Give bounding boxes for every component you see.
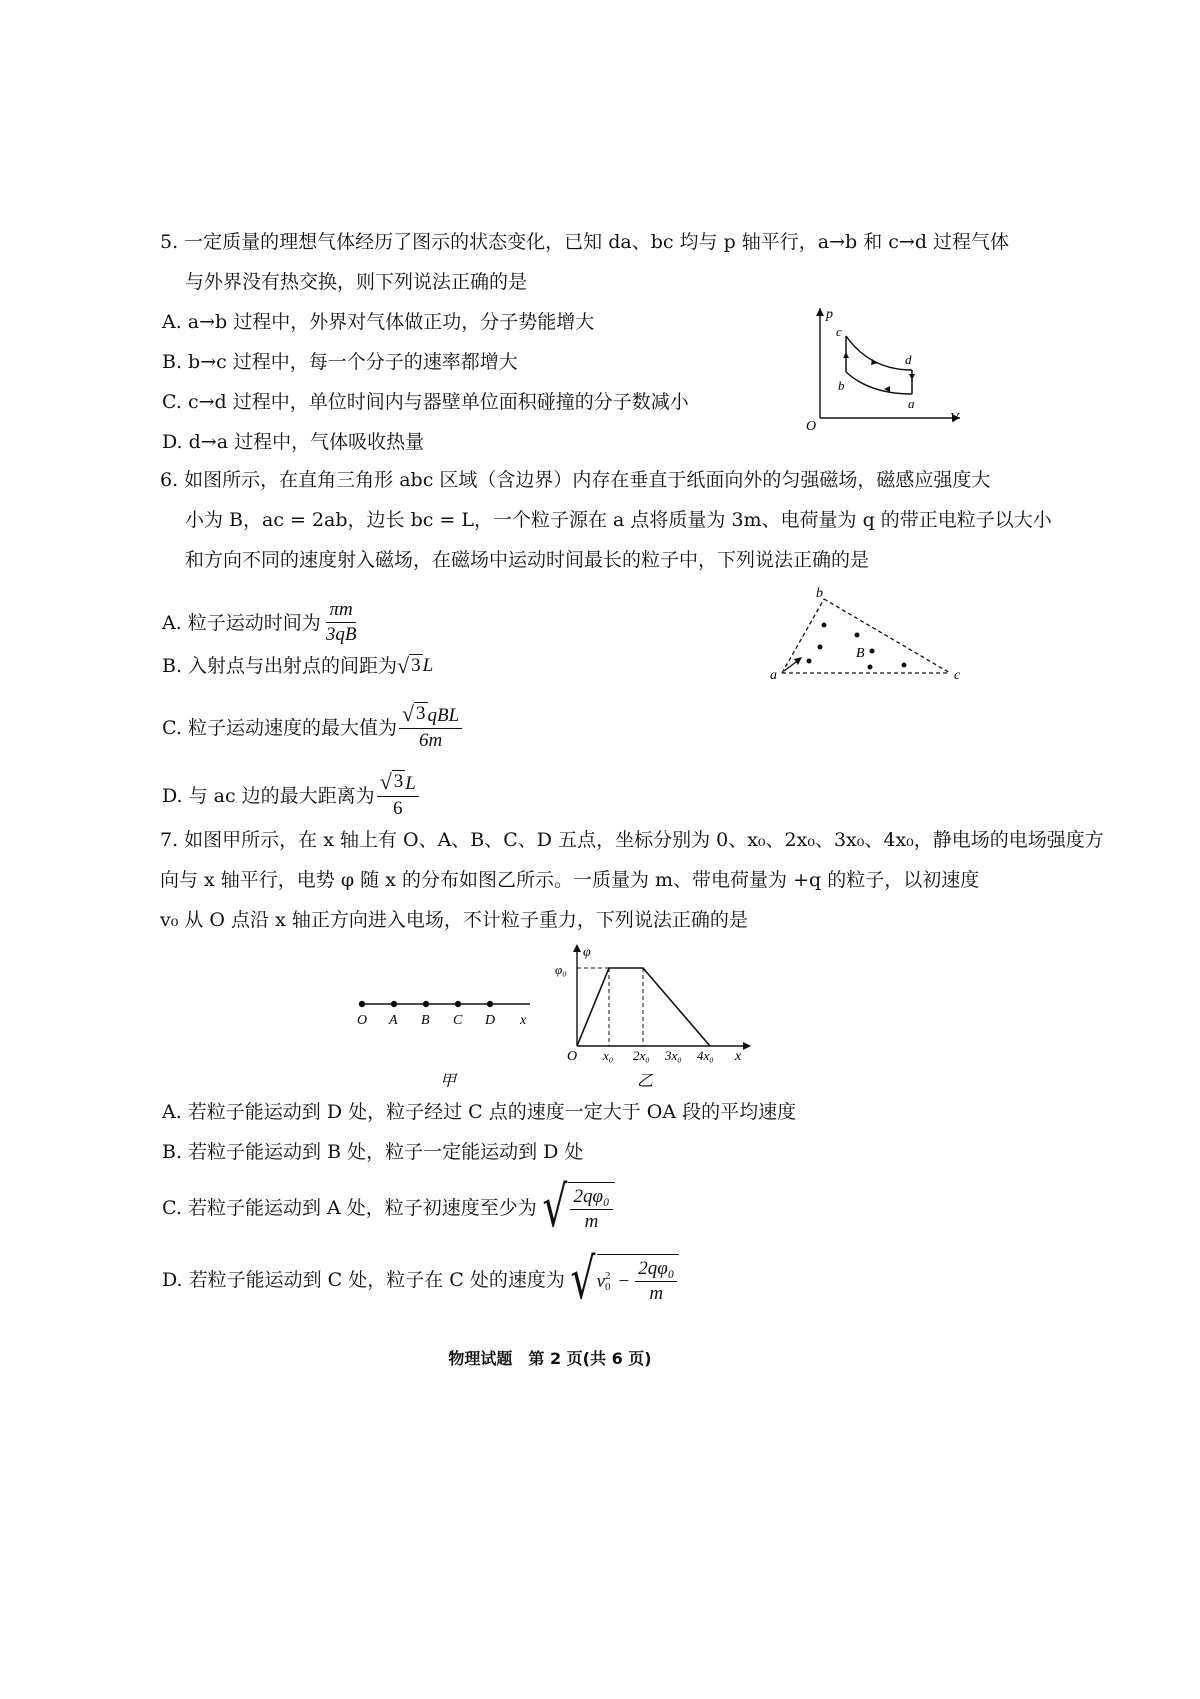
q6-option-c-fraction <box>399 702 462 753</box>
q6-option-a-text: A. 粒子运动时间为 <box>162 611 321 634</box>
q6-option-b-unit: L <box>422 655 434 676</box>
q5-stem-line1: 5. 一定质量的理想气体经历了图示的状态变化，已知 da、bc 均与 p 轴平行，a→b 和 c→d 过程气体 <box>160 231 1010 253</box>
q7-yi-axis-phi: φ <box>583 945 591 960</box>
q5-origin: O <box>806 419 817 434</box>
q6-option-a-numerator: πm <box>326 598 355 623</box>
q6-stem-line2: 小为 B，ac = 2ab，边长 bc = L，一个粒子源在 a 点将质量为 3m、电荷量为 q 的带正电粒子以大小 <box>185 509 1052 531</box>
q7-option-c-sqrt: √ $\frac{\text{2qφ₀}}{m}$ <box>537 1180 615 1236</box>
q7-stem-line2: 向与 x 轴平行，电势 φ 随 x 的分布如图乙所示。一质量为 m、带电荷量为 +q 的粒子，以初速度 <box>160 869 980 891</box>
q7-option-d-text: D. 若粒子能运动到 C 处，粒子在 C 处的速度为 <box>162 1269 565 1291</box>
q7-option-b: B. 若粒子能运动到 B 处，粒子一定能运动到 D 处 <box>162 1141 584 1163</box>
q5-axis-p: p <box>826 307 833 322</box>
q5-point-d: d <box>905 352 912 367</box>
q6-triangle-diagram <box>762 585 972 685</box>
q6-option-c-text: C. 粒子运动速度的最大值为 <box>162 716 397 739</box>
q7-stem-line1: 7. 如图甲所示，在 x 轴上有 O、A、B、C、D 五点，坐标分别为 0、x₀、2x₀、3x₀、4x₀，静电场的电场强度方 <box>160 829 1104 851</box>
q5-point-b: b <box>838 378 845 393</box>
q7-jia-C: C <box>453 1013 463 1028</box>
q7-option-d-denominator: m <box>649 1283 664 1304</box>
q7-yi-caption: 乙 <box>637 1073 654 1090</box>
q5-point-a: a <box>908 396 915 411</box>
q5-point-c: c <box>836 324 842 339</box>
q6-vertex-c: c <box>954 668 961 683</box>
q7-yi-3x0: 3x₀ <box>665 1048 682 1063</box>
q6-option-d-fraction <box>377 770 419 821</box>
q6-option-c-numerator: √ 3 qBL <box>399 702 462 729</box>
q7-option-c-denominator: m <box>584 1211 599 1232</box>
q7-yi-phi0: φ₀ <box>555 962 567 977</box>
q7-yi-2x0: 2x₀ <box>633 1048 650 1063</box>
q6-option-c-denominator: 6m <box>418 730 443 751</box>
q5-pv-diagram <box>800 300 970 440</box>
q6-option-b <box>162 652 433 680</box>
q7-jia-O: O <box>357 1013 368 1028</box>
q7-figure-jia <box>350 990 550 1090</box>
q6-option-a-denominator: 3qB <box>325 624 357 645</box>
q7-option-a: A. 若粒子能运动到 D 处，粒子经过 C 点的速度一定大于 OA 段的平均速度 <box>162 1101 797 1123</box>
q7-option-c-text: C. 若粒子能运动到 A 处，粒子初速度至少为 <box>162 1197 537 1219</box>
q7-jia-A: A <box>389 1013 398 1028</box>
q5-option-a: A. a→b 过程中，外界对气体做正功，分子势能增大 <box>162 311 595 333</box>
q6-vertex-b: b <box>816 586 823 601</box>
q7-jia-D: D <box>485 1013 496 1028</box>
q7-option-c <box>162 1175 615 1240</box>
q7-yi-axis-x: x <box>735 1049 742 1064</box>
q7-option-d-v: v <box>596 1270 605 1292</box>
q7-jia-axis: x <box>520 1013 527 1028</box>
q7-yi-x0: x₀ <box>603 1048 614 1063</box>
q6-option-d-numerator: √ 3 L <box>377 770 419 797</box>
q7-jia-caption: 甲 <box>440 1073 457 1090</box>
q7-option-c-numerator: 2qφ₀ <box>570 1185 612 1210</box>
q6-option-d <box>162 770 421 821</box>
q6-stem-line1: 6. 如图所示，在直角三角形 abc 区域（含边界）内存在垂直于纸面向外的匀强磁场，磁感应强度大 <box>160 469 991 491</box>
q7-jia-B: B <box>421 1013 430 1028</box>
q6-option-a <box>162 598 361 647</box>
q6-vertex-a: a <box>770 668 777 683</box>
q5-option-c: C. c→d 过程中，单位时间内与器壁单位面积碰撞的分子数减小 <box>162 391 689 413</box>
q6-stem-line3: 和方向不同的速度射入磁场，在磁场中运动时间最长的粒子中，下列说法正确的是 <box>185 549 870 571</box>
q6-option-b-radicand: 3 <box>411 655 421 676</box>
q6-option-d-denominator: 6 <box>393 798 403 819</box>
q6-option-c <box>162 702 464 753</box>
q5-option-d: D. d→a 过程中，气体吸收热量 <box>162 431 425 453</box>
q7-yi-4x0: 4x₀ <box>697 1048 714 1063</box>
q6-option-b-text: B. 入射点与出射点的间距为 <box>162 655 398 677</box>
q7-option-d <box>162 1247 679 1312</box>
q6-field-label: B <box>856 646 865 661</box>
q7-stem-line3: v₀ 从 O 点沿 x 轴正方向进入电场，不计粒子重力，下列说法正确的是 <box>160 909 748 931</box>
q7-option-d-minus: − <box>618 1270 630 1292</box>
q5-stem-line2: 与外界没有热交换，则下列说法正确的是 <box>185 271 528 293</box>
q7-yi-origin: O <box>567 1049 578 1064</box>
q7-option-d-numerator: 2qφ₀ <box>635 1257 677 1282</box>
q6-option-a-fraction <box>323 598 360 647</box>
q5-option-b: B. b→c 过程中，每一个分子的速率都增大 <box>162 351 518 373</box>
q6-option-b-value: √ 3 L <box>397 653 434 678</box>
page-footer: 物理试题 第 2 页(共 6 页) <box>448 1349 652 1368</box>
q5-axis-v: V <box>950 411 959 426</box>
q6-option-d-text: D. 与 ac 边的最大距离为 <box>162 784 375 807</box>
q7-option-d-sqrt: √ v 2 0 − $\frac{\text{2qφ₀}}{m}$ <box>565 1252 679 1308</box>
q7-figure-yi <box>555 940 765 1090</box>
